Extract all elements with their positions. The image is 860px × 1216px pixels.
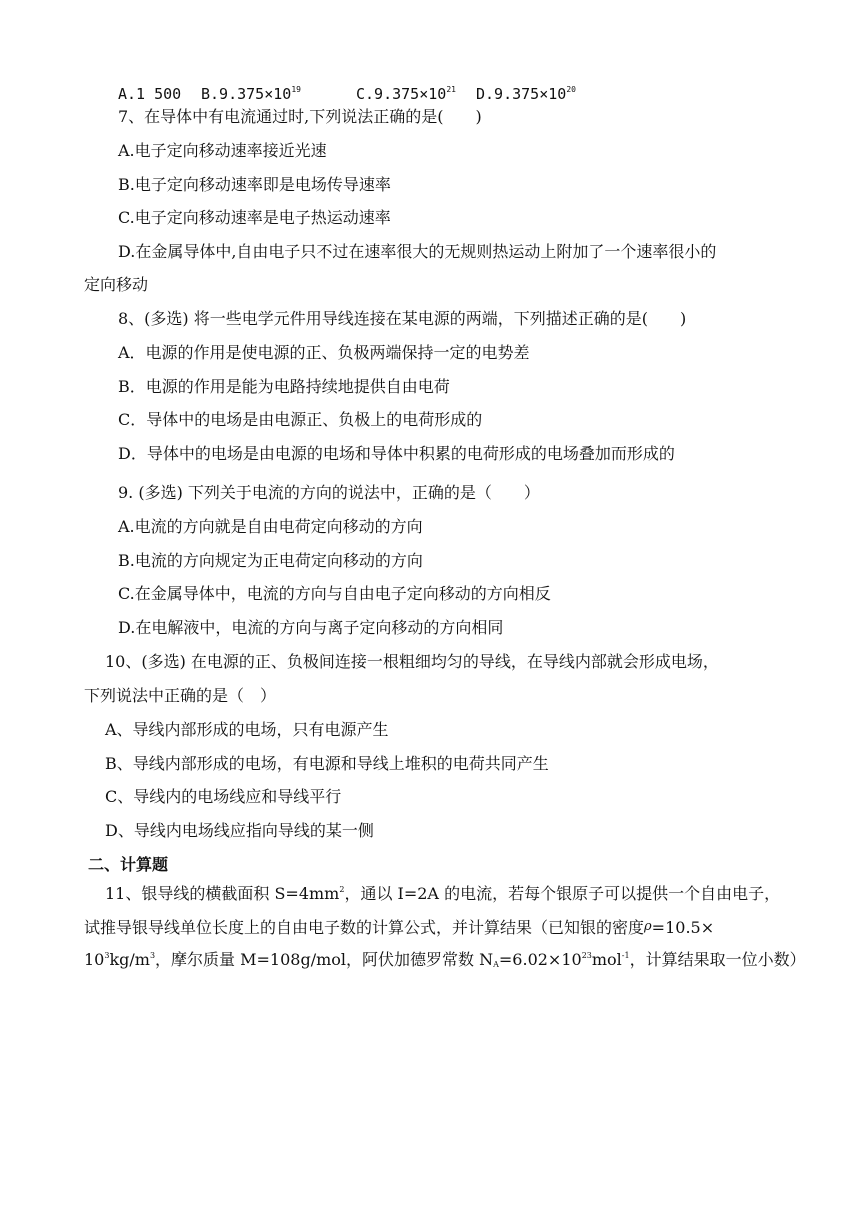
q9-option-b: B.电流的方向规定为正电荷定向移动的方向: [118, 551, 423, 570]
q11-line3: $10^3kg/m^3$，摩尔质量 M=108g/mol，阿伏加德罗常数 $N_A=6.02\times 10^{23}mol^{-1}$，计算结果取一位小数）: [84, 950, 806, 969]
q8-stem: 8、(多选) 将一些电学元件用导线连接在某电源的两端，下列描述正确的是( ): [118, 309, 687, 328]
q11-line2: 试推导银导线单位长度上的自由电子数的计算公式，并计算结果（已知银的密度ρ=10.5×: [84, 918, 715, 937]
q6-option-a: A.1 500: [118, 85, 182, 103]
q11-line1: 11、银导线的横截面积 $S=4mm^2$，通以 I=2A 的电流，若每个银原子可以提供一个自由电子，: [105, 884, 781, 903]
q10-option-c: C、导线内的电场线应和导线平行: [105, 787, 342, 806]
q7-option-d: D.在金属导体中,自由电子只不过在速率很大的无规则热运动上附加了一个速率很小的: [118, 242, 717, 261]
q10-stem-line1: 10、(多选) 在电源的正、负极间连接一根粗细均匀的导线，在导线内部就会形成电场，: [105, 652, 719, 671]
section-heading-calculation: 二、计算题: [88, 855, 169, 874]
q9-option-d: D.在电解液中，电流的方向与离子定向移动的方向相同: [118, 618, 504, 637]
q6-option-d: $D.9.375\times 10^{20}$: [476, 85, 576, 103]
q7-option-b: B.电子定向移动速率即是电场传导速率: [118, 175, 391, 194]
q10-option-d: D、导线内电场线应指向导线的某一侧: [105, 821, 374, 840]
q10-option-b: B、导线内部形成的电场，有电源和导线上堆积的电荷共同产生: [105, 754, 549, 773]
rho-symbol: ρ: [644, 919, 652, 934]
q8-option-b: B．电源的作用是能为电路持续地提供自由电荷: [118, 377, 450, 396]
q6-option-c: $C.9.375\times 10^{21}$: [356, 85, 456, 103]
q6-option-b: $B.9.375\times 10^{19}$: [201, 85, 301, 103]
q8-option-c: C．导体中的电场是由电源正、负极上的电荷形成的: [118, 410, 483, 429]
q9-option-c: C.在金属导体中，电流的方向与自由电子定向移动的方向相反: [118, 584, 551, 603]
q7-option-d-continuation: 定向移动: [84, 275, 149, 294]
q9-option-a: A.电流的方向就是自由电荷定向移动的方向: [118, 517, 423, 536]
q10-option-a: A、导线内部形成的电场，只有电源产生: [105, 720, 389, 739]
q8-option-a: A．电源的作用是使电源的正、负极两端保持一定的电势差: [118, 343, 530, 362]
q7-option-c: C.电子定向移动速率是电子热运动速率: [118, 208, 391, 227]
q7-option-a: A.电子定向移动速率接近光速: [118, 141, 327, 160]
q10-stem-line2: 下列说法中正确的是（ ）: [84, 686, 277, 705]
q7-stem: 7、在导体中有电流通过时,下列说法正确的是( ): [118, 107, 482, 126]
q8-option-d: D．导体中的电场是由电源的电场和导体中积累的电荷形成的电场叠加而形成的: [118, 444, 675, 463]
q9-stem: 9. (多选) 下列关于电流的方向的说法中，正确的是（ ）: [118, 483, 540, 502]
